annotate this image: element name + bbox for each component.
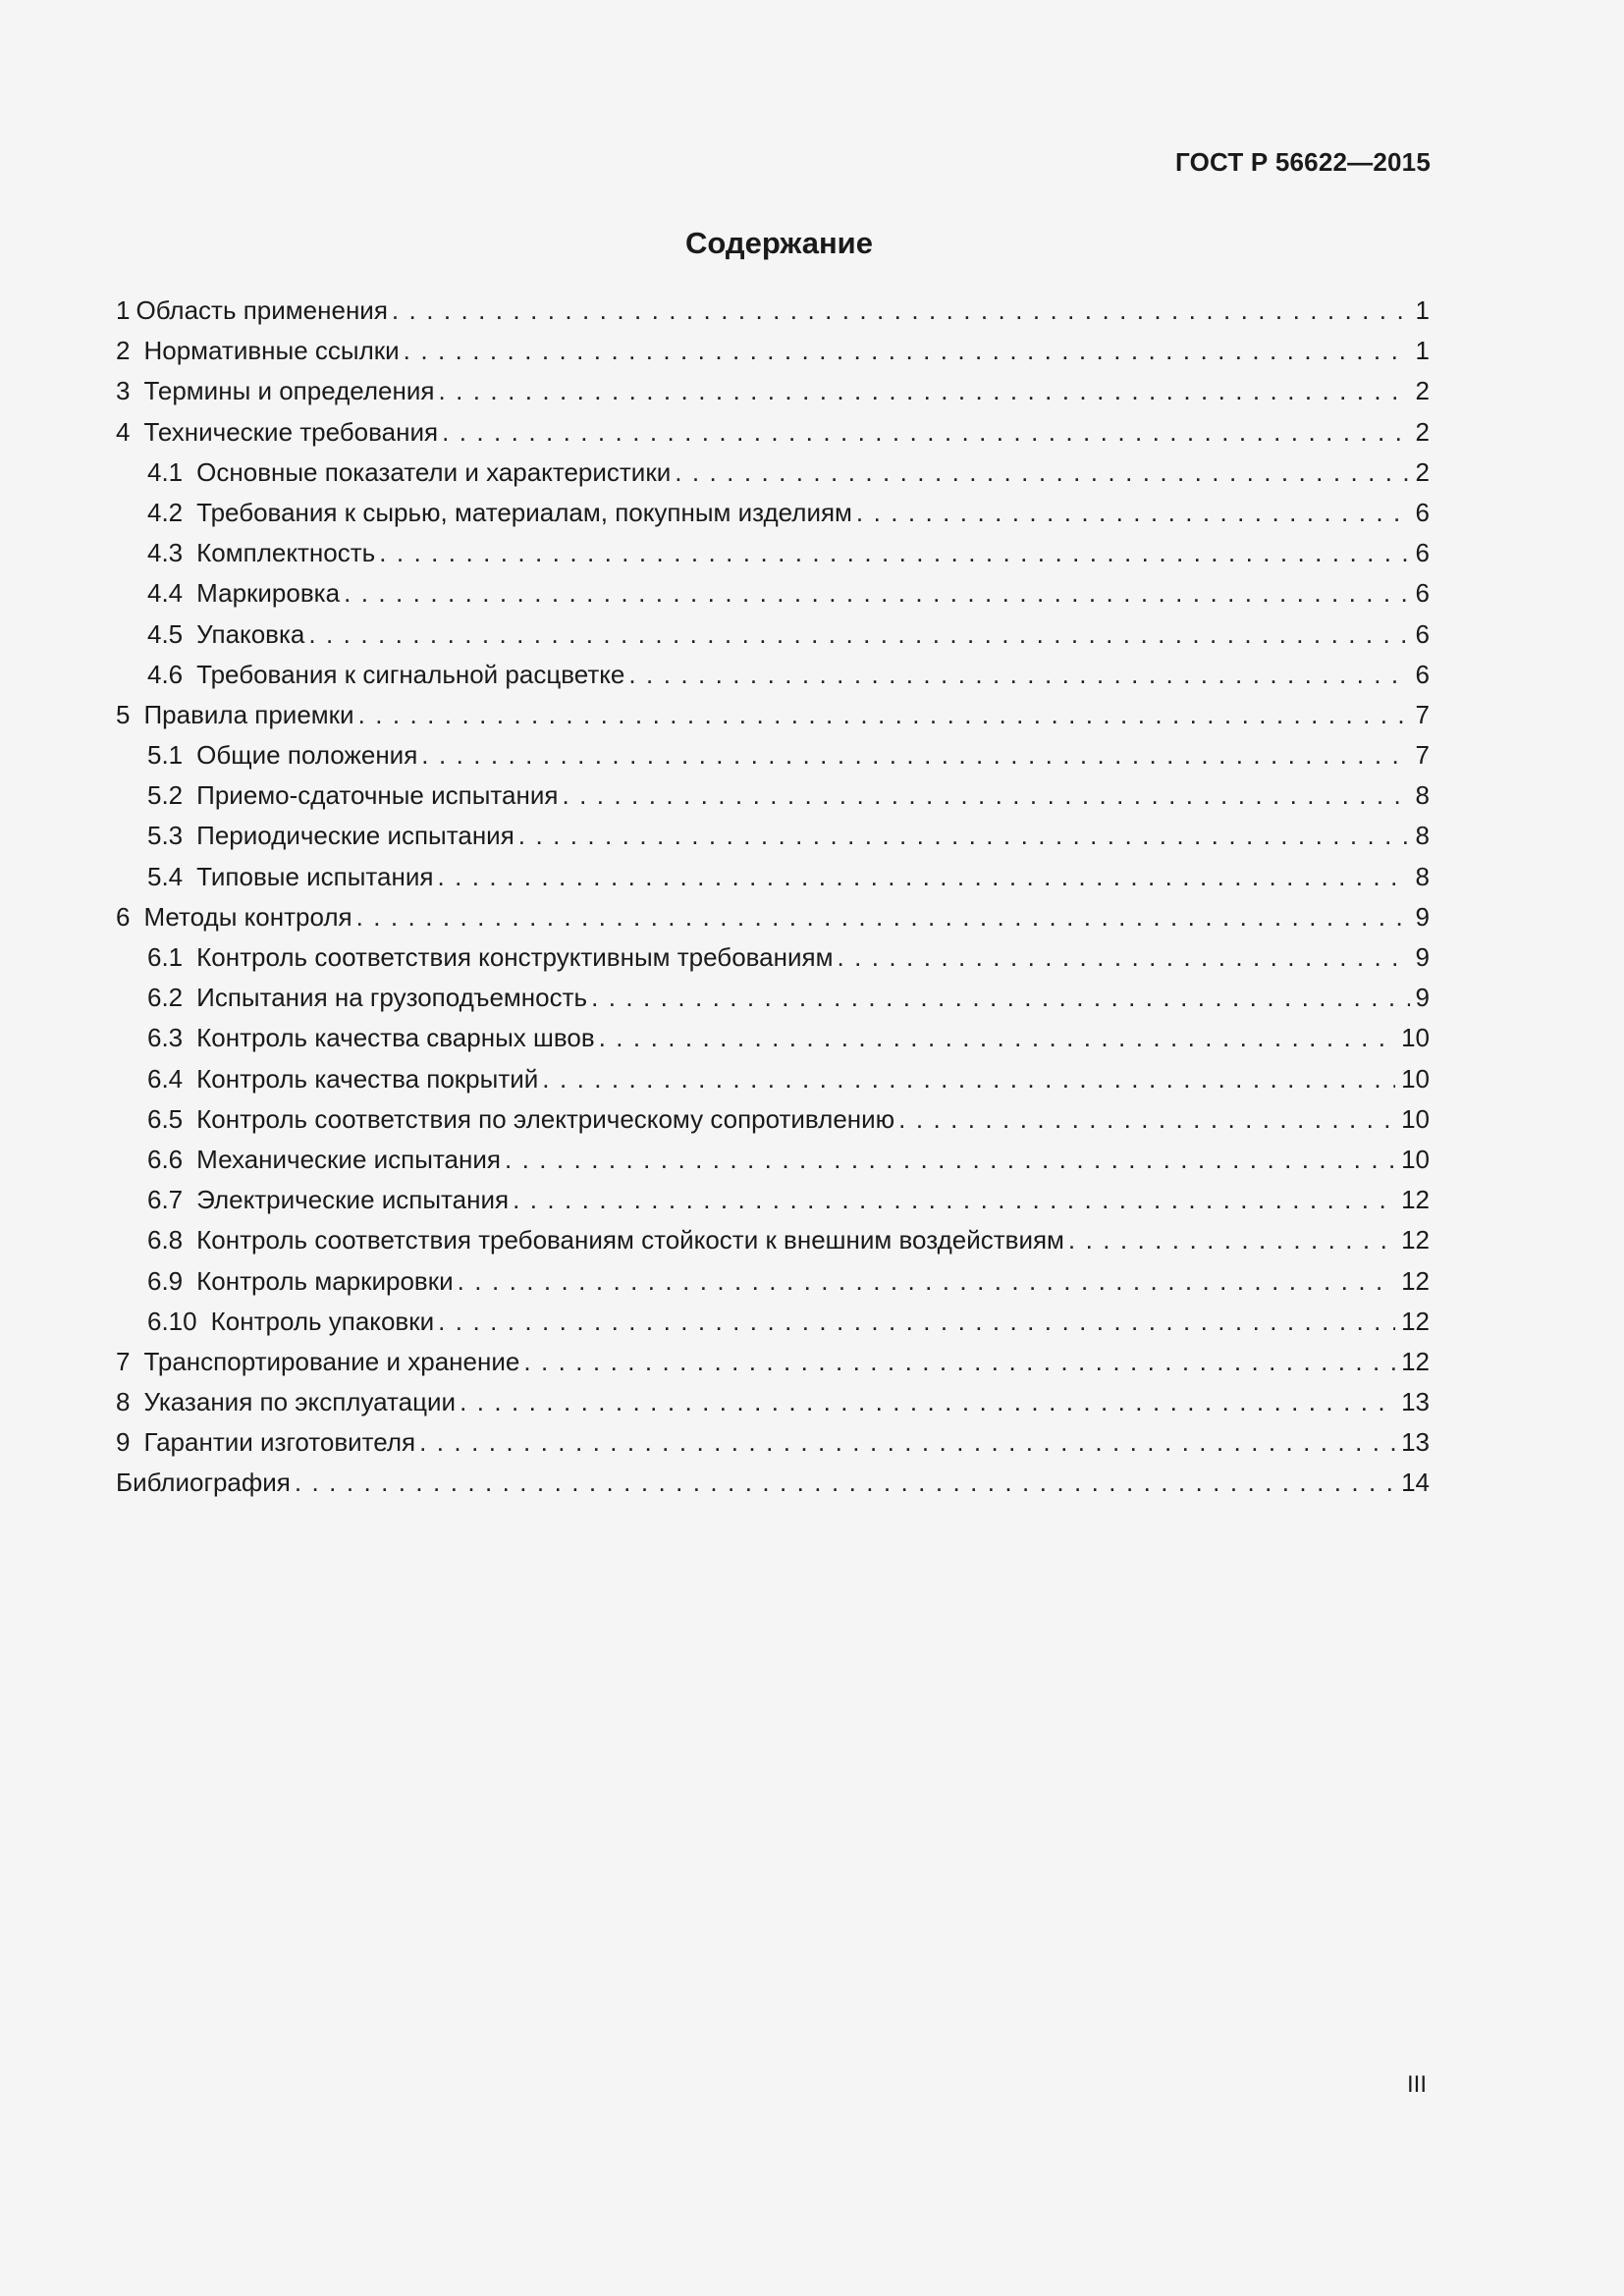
toc-entry-page: 14: [1401, 1468, 1430, 1498]
toc-entry[interactable]: [116, 1220, 1430, 1260]
toc-dot-leader: [1068, 1220, 1395, 1260]
toc-entry-title: Область применения: [135, 295, 388, 325]
toc-dot-leader: [542, 1059, 1395, 1099]
toc-entry-page: 6: [1415, 497, 1430, 527]
toc-entry-number: 6.3: [147, 1023, 184, 1053]
toc-entry-title: Контроль маркировки: [196, 1265, 454, 1296]
toc-entry-page: 7: [1415, 740, 1430, 771]
toc-entry-page: 1: [1415, 336, 1430, 366]
toc-entry[interactable]: [116, 1382, 1430, 1422]
toc-entry-page: 2: [1415, 416, 1430, 447]
toc-dot-leader: [599, 1018, 1395, 1058]
toc-dot-leader: [392, 291, 1410, 331]
toc-title: Содержание: [685, 226, 873, 260]
toc-dot-leader: [437, 857, 1409, 897]
toc-dot-leader: [523, 1342, 1395, 1382]
toc-entry-title: Нормативные ссылки: [143, 336, 400, 366]
toc-entry-page: 8: [1415, 821, 1430, 851]
toc-entry[interactable]: [116, 735, 1430, 775]
toc-entry-number: 7: [116, 1346, 131, 1376]
toc-entry-page: 9: [1415, 983, 1430, 1013]
toc-entry-title: Технические требования: [143, 416, 439, 447]
toc-dot-leader: [460, 1382, 1395, 1422]
toc-entry-title: Термины и определения: [143, 376, 435, 406]
toc-entry-title: Основные показатели и характеристики: [196, 456, 672, 487]
toc-entry[interactable]: [116, 1180, 1430, 1220]
toc-entry[interactable]: [116, 655, 1430, 695]
toc-entry-page: 8: [1415, 780, 1430, 811]
toc-dot-leader: [421, 735, 1409, 775]
toc-entry-page: 10: [1401, 1023, 1430, 1053]
toc-entry-page: 6: [1415, 538, 1430, 568]
toc-entry[interactable]: [116, 1059, 1430, 1099]
toc-entry-title: Общие положения: [196, 740, 418, 771]
toc-entry[interactable]: [116, 1261, 1430, 1302]
toc-entry-number: 6.9: [147, 1265, 184, 1296]
toc-entry-page: 10: [1401, 1063, 1430, 1094]
toc-entry-page: 10: [1401, 1103, 1430, 1134]
toc-dot-leader: [344, 573, 1409, 614]
toc-entry-number: 5.2: [147, 780, 184, 811]
toc-entry-number: 5.3: [147, 821, 184, 851]
toc-entry-page: 6: [1415, 618, 1430, 649]
toc-entry-page: 12: [1401, 1225, 1430, 1255]
toc-dot-leader: [675, 453, 1409, 493]
toc-entry[interactable]: [116, 1302, 1430, 1342]
toc-entry-number: 4.4: [147, 578, 184, 609]
toc-entry[interactable]: [116, 371, 1430, 411]
toc-entry-page: 12: [1401, 1265, 1430, 1296]
toc-entry-title: Маркировка: [196, 578, 341, 609]
toc-entry-title: Указания по эксплуатации: [143, 1387, 457, 1417]
toc-entry[interactable]: [116, 291, 1430, 331]
toc-dot-leader: [356, 897, 1410, 937]
document-id: ГОСТ Р 56622—2015: [1175, 147, 1431, 177]
toc-entry-title: Контроль соответствия по электрическому сопротивлению: [196, 1103, 895, 1134]
toc-entry-number: 6.5: [147, 1103, 184, 1134]
toc-entry-title: Гарантии изготовителя: [143, 1427, 416, 1458]
toc-entry-number: 6.4: [147, 1063, 184, 1094]
toc-entry-number: 5: [116, 699, 131, 729]
toc-entry-title: Транспортирование и хранение: [143, 1346, 520, 1376]
toc-dot-leader: [513, 1180, 1395, 1220]
toc-entry-title: Контроль качества покрытий: [196, 1063, 539, 1094]
toc-dot-leader: [419, 1422, 1395, 1463]
toc-entry-number: 6: [116, 901, 131, 932]
toc-entry[interactable]: [116, 695, 1430, 735]
toc-dot-leader: [505, 1140, 1395, 1180]
toc-entry-title: Механические испытания: [196, 1144, 501, 1174]
toc-entry[interactable]: [116, 614, 1430, 655]
toc-entry-title: Приемо-сдаточные испытания: [196, 780, 559, 811]
toc-entry-number: 8: [116, 1387, 131, 1417]
toc-entry-page: 1: [1415, 295, 1430, 325]
toc-entry-title: Контроль качества сварных швов: [196, 1023, 595, 1053]
toc-entry-number: 4.2: [147, 497, 184, 527]
table-of-contents: [116, 291, 1430, 1504]
toc-entry[interactable]: [116, 533, 1430, 573]
toc-entry-title: Испытания на грузоподъемность: [196, 983, 588, 1013]
toc-entry-number: 6.8: [147, 1225, 184, 1255]
toc-entry-title: Контроль упаковки: [210, 1306, 435, 1336]
toc-dot-leader: [404, 331, 1410, 371]
toc-entry[interactable]: [116, 573, 1430, 614]
toc-entry-title: Электрические испытания: [196, 1185, 510, 1215]
toc-entry-page: 6: [1415, 659, 1430, 689]
toc-dot-leader: [898, 1099, 1395, 1140]
toc-dot-leader: [308, 614, 1409, 655]
toc-entry-page: 2: [1415, 456, 1430, 487]
toc-entry[interactable]: [116, 937, 1430, 978]
toc-entry[interactable]: [116, 412, 1430, 453]
toc-dot-leader: [562, 775, 1409, 816]
toc-entry-page: 12: [1401, 1306, 1430, 1336]
toc-entry-page: 6: [1415, 578, 1430, 609]
toc-entry-page: 9: [1415, 942, 1430, 972]
toc-entry-number: 4.5: [147, 618, 184, 649]
toc-entry[interactable]: [116, 1140, 1430, 1180]
toc-dot-leader: [379, 533, 1409, 573]
toc-entry-number: 6.7: [147, 1185, 184, 1215]
toc-entry[interactable]: [116, 857, 1430, 897]
toc-entry[interactable]: [116, 1463, 1430, 1503]
toc-entry[interactable]: [116, 816, 1430, 856]
toc-dot-leader: [438, 371, 1409, 411]
toc-entry-title: Методы контроля: [143, 901, 352, 932]
toc-entry-number: 5.1: [147, 740, 184, 771]
toc-entry-number: 6.2: [147, 983, 184, 1013]
toc-entry-number: 4.6: [147, 659, 184, 689]
toc-entry-number: 9: [116, 1427, 131, 1458]
toc-entry-page: 12: [1401, 1185, 1430, 1215]
toc-entry-number: 4.1: [147, 456, 184, 487]
toc-dot-leader: [442, 412, 1409, 453]
toc-dot-leader: [856, 493, 1410, 533]
toc-entry-number: 6.10: [147, 1306, 197, 1336]
toc-dot-leader: [591, 978, 1409, 1018]
toc-entry-page: 13: [1401, 1387, 1430, 1417]
toc-entry[interactable]: [116, 1099, 1430, 1140]
toc-entry-number: 2: [116, 336, 131, 366]
toc-entry[interactable]: [116, 493, 1430, 533]
toc-dot-leader: [837, 937, 1409, 978]
toc-entry-number: 5.4: [147, 861, 184, 891]
toc-entry[interactable]: [116, 897, 1430, 937]
toc-entry-number: 3: [116, 376, 131, 406]
toc-entry-title: Упаковка: [196, 618, 305, 649]
toc-dot-leader: [295, 1463, 1395, 1503]
toc-entry-number: 4: [116, 416, 131, 447]
toc-entry-title: Требования к сигнальной расцветке: [196, 659, 625, 689]
toc-entry-title: Требования к сырью, материалам, покупным изделиям: [196, 497, 852, 527]
toc-entry-number: 1: [116, 295, 131, 325]
toc-entry[interactable]: [116, 775, 1430, 816]
toc-dot-leader: [358, 695, 1410, 735]
toc-entry-page: 12: [1401, 1346, 1430, 1376]
toc-entry-title: Периодические испытания: [196, 821, 514, 851]
toc-entry-page: 13: [1401, 1427, 1430, 1458]
toc-entry[interactable]: [116, 1422, 1430, 1463]
toc-entry-title: Контроль соответствия требованиям стойкости к внешним воздействиям: [196, 1225, 1064, 1255]
toc-entry-title: Правила приемки: [143, 699, 354, 729]
toc-entry-title: Комплектность: [196, 538, 376, 568]
toc-entry-title: Типовые испытания: [196, 861, 434, 891]
toc-entry-page: 2: [1415, 376, 1430, 406]
toc-entry-title: Контроль соответствия конструктивным требованиям: [196, 942, 834, 972]
toc-entry[interactable]: [116, 453, 1430, 493]
toc-dot-leader: [628, 655, 1409, 695]
toc-entry[interactable]: [116, 1018, 1430, 1058]
toc-entry-page: 7: [1415, 699, 1430, 729]
toc-entry-page: 9: [1415, 901, 1430, 932]
toc-entry[interactable]: [116, 978, 1430, 1018]
toc-entry-page: 8: [1415, 861, 1430, 891]
toc-dot-leader: [518, 816, 1410, 856]
toc-entry[interactable]: [116, 331, 1430, 371]
toc-dot-leader: [438, 1302, 1395, 1342]
toc-entry-page: 10: [1401, 1144, 1430, 1174]
toc-entry-number: 4.3: [147, 538, 184, 568]
toc-entry-number: 6.6: [147, 1144, 184, 1174]
toc-dot-leader: [458, 1261, 1395, 1302]
toc-entry[interactable]: [116, 1342, 1430, 1382]
page-number: III: [1406, 2071, 1427, 2098]
toc-entry-title: Библиография: [116, 1468, 291, 1498]
toc-entry-number: 6.1: [147, 942, 184, 972]
